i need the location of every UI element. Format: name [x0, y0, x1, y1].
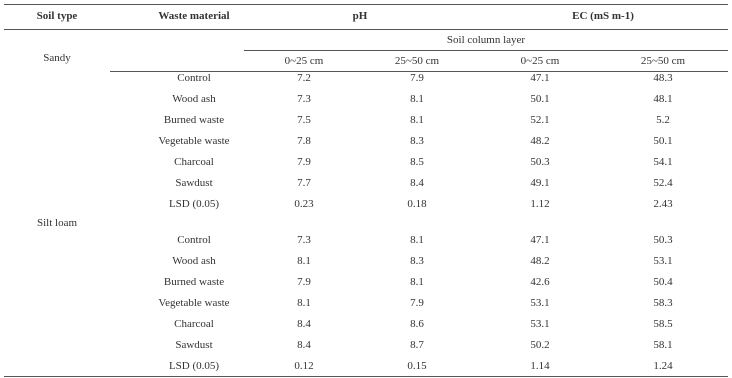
soil-type-silt-loam: Silt loam [36, 217, 78, 229]
ph-25-50-cell: 0.15 [407, 360, 427, 372]
waste-material-header: Waste material [158, 10, 230, 22]
ph-0-25-cell: 7.9 [297, 276, 311, 288]
ph-25-50-cell: 8.4 [410, 177, 424, 189]
ec-0-25-cell: 50.1 [530, 93, 550, 105]
depth-row [4, 52, 728, 70]
ec-25-50-cell: 58.5 [653, 318, 673, 330]
waste-material-cell: Burned waste [163, 276, 225, 288]
table-row [4, 195, 728, 213]
ec-25-50-cell: 54.1 [653, 156, 673, 168]
waste-material-cell: Charcoal [174, 156, 214, 168]
table-row [4, 111, 728, 129]
soil-type-header: Soil type [36, 10, 78, 22]
ph-25-50-cell: 8.1 [410, 93, 424, 105]
ph-0-25-cell: 7.5 [297, 114, 311, 126]
ec-25-50-cell: 50.1 [653, 135, 673, 147]
table-row [4, 294, 728, 312]
ec-25-50-cell: 5.2 [656, 114, 670, 126]
ec-0-25-cell: 53.1 [530, 297, 550, 309]
waste-material-cell: LSD (0.05) [168, 360, 220, 372]
ec-header: EC (mS m-1) [572, 10, 634, 22]
ph-0-25-cell: 8.1 [297, 255, 311, 267]
ph-25-50-cell: 7.9 [410, 297, 424, 309]
ec-25-50-cell: 1.24 [653, 360, 673, 372]
ph-0-25-cell: 7.9 [297, 156, 311, 168]
ph-0-25-cell: 7.7 [297, 177, 311, 189]
ec-0-25-cell: 48.2 [530, 135, 550, 147]
header-row [4, 7, 728, 25]
layer-rule [244, 50, 728, 51]
ec-0-25-cell: 50.2 [530, 339, 550, 351]
ph-25-50-cell: 8.7 [410, 339, 424, 351]
ec-0-25-cell: 52.1 [530, 114, 550, 126]
waste-material-cell: Control [177, 72, 211, 84]
waste-material-cell: Control [177, 234, 211, 246]
depth-label: 25~50 cm [394, 55, 440, 67]
ph-0-25-cell: 8.4 [297, 339, 311, 351]
ec-25-50-cell: 48.1 [653, 93, 673, 105]
waste-material-cell: Charcoal [174, 318, 214, 330]
ph-0-25-cell: 7.3 [297, 234, 311, 246]
table-row [4, 69, 728, 87]
soil-type-sandy: Sandy [43, 52, 71, 64]
ph-0-25-cell: 7.8 [297, 135, 311, 147]
ph-25-50-cell: 8.6 [410, 318, 424, 330]
bottom-rule [4, 376, 728, 377]
waste-material-cell: Wood ash [172, 93, 216, 105]
ph-25-50-cell: 8.1 [410, 276, 424, 288]
ec-25-50-cell: 50.4 [653, 276, 673, 288]
table-row [4, 174, 728, 192]
ec-25-50-cell: 58.3 [653, 297, 673, 309]
waste-material-cell: Sawdust [175, 339, 213, 351]
ph-25-50-cell: 0.18 [407, 198, 427, 210]
ec-25-50-cell: 52.4 [653, 177, 673, 189]
waste-material-cell: Vegetable waste [158, 297, 230, 309]
ph-25-50-cell: 8.1 [410, 234, 424, 246]
soil-column-layer-label: Soil column layer [446, 34, 526, 46]
ec-0-25-cell: 47.1 [530, 72, 550, 84]
table-row [4, 357, 728, 375]
ph-0-25-cell: 8.4 [297, 318, 311, 330]
table-row [4, 132, 728, 150]
depth-label: 0~25 cm [520, 55, 560, 67]
ec-0-25-cell: 47.1 [530, 234, 550, 246]
ec-25-50-cell: 58.1 [653, 339, 673, 351]
ec-25-50-cell: 48.3 [653, 72, 673, 84]
ec-0-25-cell: 1.14 [530, 360, 550, 372]
ph-0-25-cell: 7.2 [297, 72, 311, 84]
ph-25-50-cell: 8.1 [410, 114, 424, 126]
ec-0-25-cell: 42.6 [530, 276, 550, 288]
ec-0-25-cell: 1.12 [530, 198, 550, 210]
waste-material-cell: Wood ash [172, 255, 216, 267]
layer-row [4, 31, 728, 49]
ph-0-25-cell: 8.1 [297, 297, 311, 309]
table-row [4, 90, 728, 108]
ph-header: pH [352, 10, 368, 22]
ec-0-25-cell: 53.1 [530, 318, 550, 330]
table-row [4, 315, 728, 333]
header-rule [4, 29, 728, 30]
ph-0-25-cell: 7.3 [297, 93, 311, 105]
top-rule [4, 4, 728, 5]
table-row [4, 336, 728, 354]
depth-label: 0~25 cm [284, 55, 324, 67]
ec-25-50-cell: 53.1 [653, 255, 673, 267]
ec-0-25-cell: 50.3 [530, 156, 550, 168]
ec-0-25-cell: 49.1 [530, 177, 550, 189]
table-row [4, 153, 728, 171]
waste-material-cell: Burned waste [163, 114, 225, 126]
ph-25-50-cell: 8.5 [410, 156, 424, 168]
depth-label: 25~50 cm [640, 55, 686, 67]
ph-0-25-cell: 0.12 [294, 360, 314, 372]
table-row [4, 231, 728, 249]
table-row [4, 252, 728, 270]
waste-material-cell: LSD (0.05) [168, 198, 220, 210]
ph-25-50-cell: 8.3 [410, 255, 424, 267]
ph-25-50-cell: 7.9 [410, 72, 424, 84]
ec-0-25-cell: 48.2 [530, 255, 550, 267]
waste-material-cell: Sawdust [175, 177, 213, 189]
ec-25-50-cell: 2.43 [653, 198, 673, 210]
ph-25-50-cell: 8.3 [410, 135, 424, 147]
table-row [4, 273, 728, 291]
waste-material-cell: Vegetable waste [158, 135, 230, 147]
ec-25-50-cell: 50.3 [653, 234, 673, 246]
ph-0-25-cell: 0.23 [294, 198, 314, 210]
